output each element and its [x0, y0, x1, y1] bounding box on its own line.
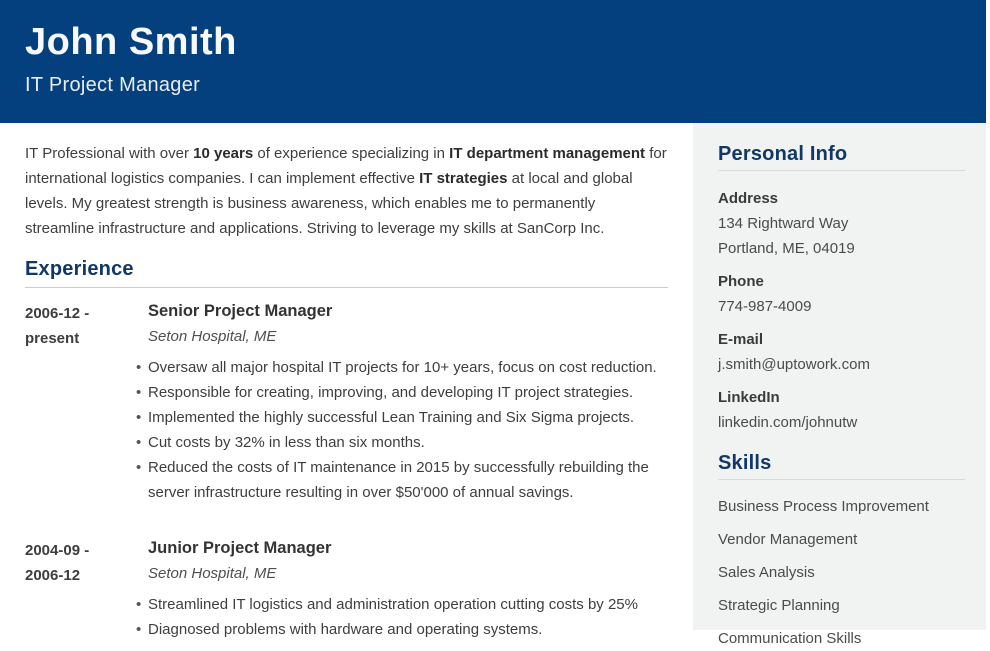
info-value: 134 Rightward Way — [718, 215, 849, 232]
job-title: Senior Project Manager — [148, 302, 333, 320]
job-title: Junior Project Manager — [148, 539, 332, 557]
job-details — [148, 301, 668, 505]
personal-info-entry — [718, 269, 965, 319]
job-date-line: 2006-12 - — [25, 305, 90, 322]
candidate-name: John Smith — [25, 21, 237, 63]
summary-segment: IT Professional with over — [25, 145, 194, 162]
skills-list — [718, 494, 965, 651]
summary-bold-segment: IT strategies — [419, 170, 508, 187]
job-company: Seton Hospital, ME — [148, 565, 277, 582]
personal-info-list — [718, 186, 965, 435]
skill-item: Communication Skills — [718, 630, 862, 647]
info-value: j.smith@uptowork.com — [718, 356, 870, 373]
job-dates — [25, 301, 148, 505]
info-label: Phone — [718, 273, 764, 290]
skill-item: Vendor Management — [718, 531, 858, 548]
job-date-line: 2004-09 - — [25, 542, 90, 559]
personal-info-heading: Personal Info — [718, 143, 965, 171]
job-bullet: • Cut costs by 32% in less than six months. — [148, 430, 668, 455]
job-date-line: present — [25, 330, 80, 347]
main-column — [0, 123, 693, 638]
resume-header — [0, 0, 986, 123]
personal-info-entry — [718, 186, 965, 261]
sidebar — [693, 123, 986, 647]
info-label: Address — [718, 190, 779, 207]
info-value: Portland, ME, 04019 — [718, 240, 855, 257]
job-bullet: • Diagnosed problems with hardware and operating systems. — [148, 617, 668, 642]
personal-info-entry — [718, 327, 965, 377]
job-bullet: • Oversaw all major hospital IT projects for 10+ years, focus on cost reduction. — [148, 355, 668, 380]
candidate-headline: IT Project Manager — [25, 74, 201, 96]
job-bullet: • Streamlined IT logistics and administration operation cutting costs by 25% — [148, 592, 668, 617]
summary-segment: of experience specializing in — [253, 145, 450, 162]
summary-segment: at local and global levels. My greatest strength is business awareness, which enables me to permanently streamline infrastructure and applications. Striving to leverage my skills at SanCorp Inc. — [25, 170, 633, 237]
resume-body — [0, 123, 986, 647]
experience-heading: Experience — [25, 258, 668, 288]
skills-heading: Skills — [718, 452, 965, 480]
experience-entry — [25, 301, 668, 505]
job-date-line: 2006-12 — [25, 567, 81, 584]
job-bullet: • Reduced the costs of IT maintenance in 2015 by successfully rebuilding the server infrastructure resulting in over $50'000 of annual savings. — [148, 455, 668, 505]
skill-item: Strategic Planning — [718, 597, 840, 614]
skill-item: Sales Analysis — [718, 564, 815, 581]
experience-list — [25, 301, 668, 642]
skill-item: Business Process Improvement — [718, 498, 929, 515]
summary-bold-segment: IT department management — [449, 145, 646, 162]
job-bullet: • Responsible for creating, improving, and developing IT project strategies. — [148, 380, 668, 405]
summary-segment: for international logistics companies. I can implement effective — [25, 145, 667, 187]
summary-text — [25, 141, 668, 241]
job-bullet-list — [148, 592, 668, 642]
info-value: linkedin.com/johnutw — [718, 414, 858, 431]
info-value: 774-987-4009 — [718, 298, 812, 315]
job-company: Seton Hospital, ME — [148, 328, 277, 345]
personal-info-entry — [718, 385, 965, 435]
job-details — [148, 538, 668, 642]
info-label: LinkedIn — [718, 389, 780, 406]
experience-entry — [25, 538, 668, 642]
job-bullet-list — [148, 355, 668, 505]
job-dates — [25, 538, 148, 642]
job-bullet: • Implemented the highly successful Lean Training and Six Sigma projects. — [148, 405, 668, 430]
summary-bold-segment: 10 years — [193, 145, 254, 162]
info-label: E-mail — [718, 331, 764, 348]
